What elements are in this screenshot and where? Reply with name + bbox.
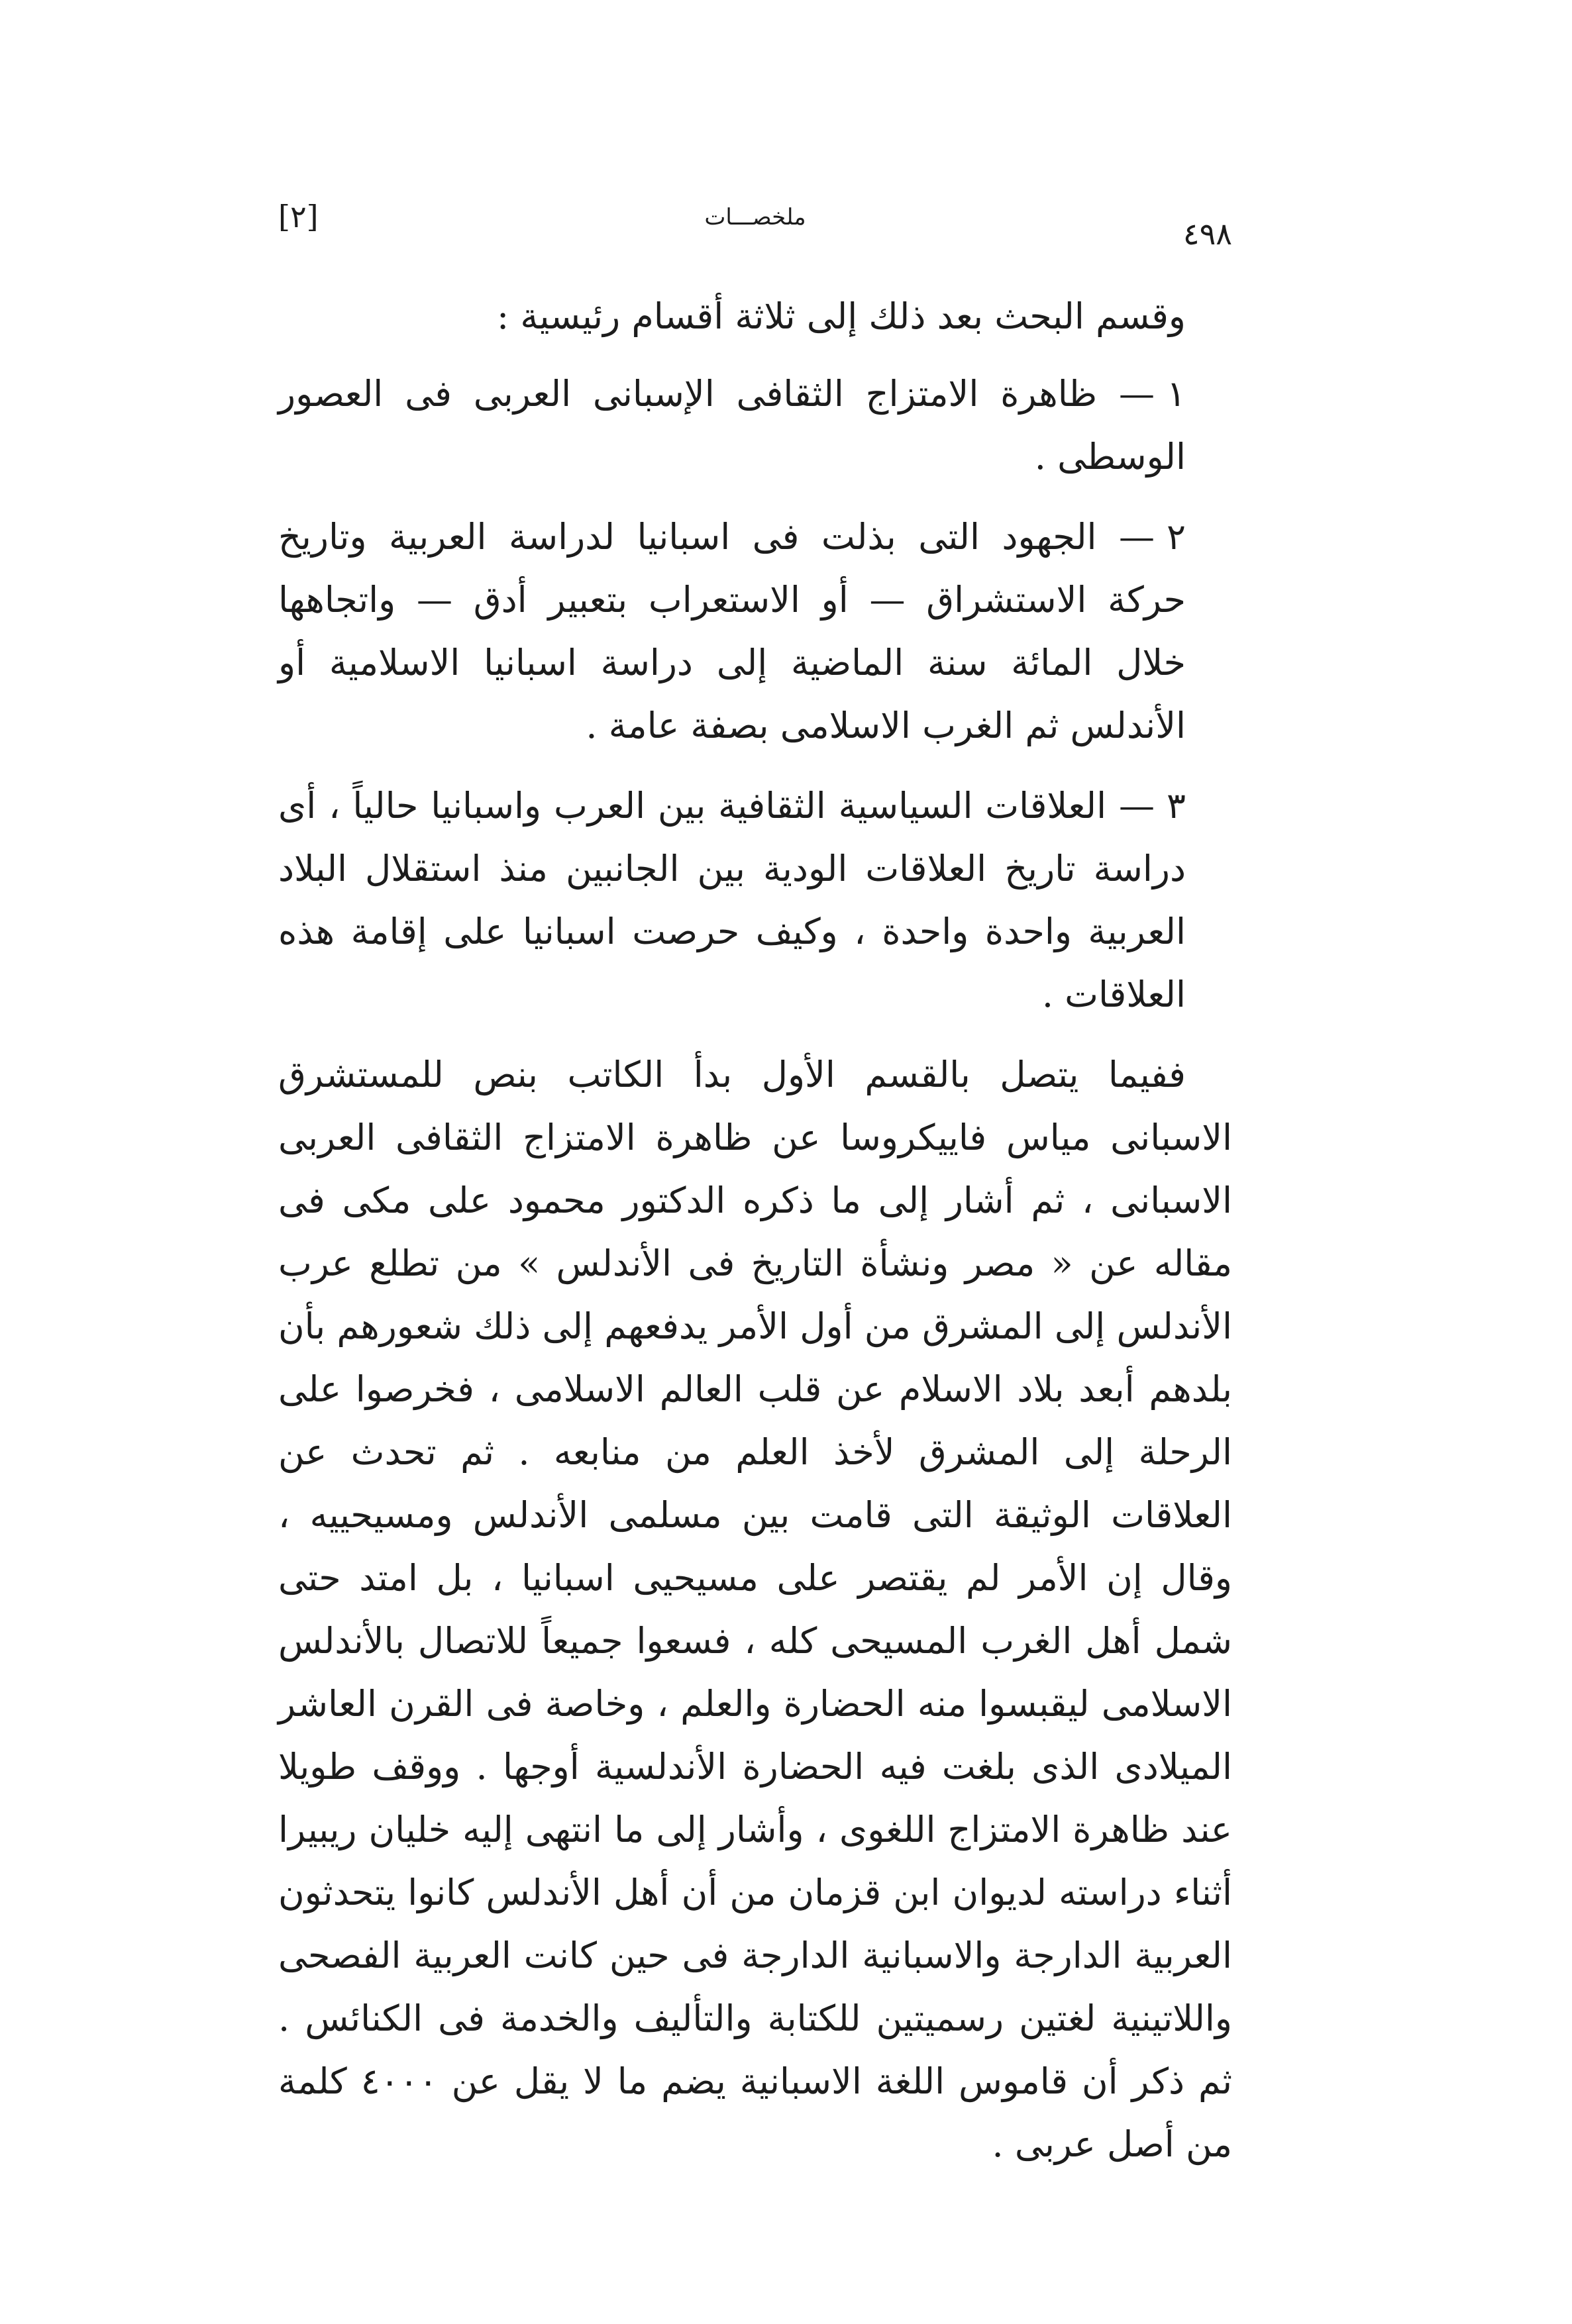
page-number: ٤٩٨: [1182, 216, 1232, 252]
section-marker: [٢]: [278, 199, 319, 234]
list-item-1: [278, 362, 1232, 488]
page-body: [278, 285, 1232, 2176]
list-item-3: [278, 774, 1232, 1026]
page-header: [278, 199, 1232, 258]
list-text: — الجهود التى بذلت فى اسبانيا لدراسة العربية وتاريخ حركة الاستشراق — أو الاستعراب بتعبير أدق — واتجاهها خلال المائة سنة الماضية إلى دراسة اسبانيا الاسلامية أو الأندلس ثم الغرب الاسلامى بصفة عامة .: [278, 516, 1186, 746]
list-number: ١: [1166, 373, 1186, 415]
running-title: ملخصـــات: [704, 204, 806, 230]
list-text: — العلاقات السياسية الثقافية بين العرب واسبانيا حالياً ، أى دراسة تاريخ العلاقات الودية بين الجانبين منذ استقلال البلاد العربية واحدة واحدة ، وكيف حرصت اسبانيا على إقامة هذه العلاقات .: [278, 785, 1186, 1015]
main-paragraph: ففيما يتصل بالقسم الأول بدأ الكاتب بنص للمستشرق الاسبانى مياس فاييكروسا عن ظاهرة الامتزاج الثقافى العربى الاسبانى ، ثم أشار إلى ما ذكره الدكتور محمود على مكى فى مقاله عن « مصر ونشأة التاريخ فى الأندلس » من تطلع عرب الأندلس إلى المشرق من أول الأمر يدفعهم إلى ذلك شعورهم بأن بلدهم أبعد بلاد الاسلام عن قلب العالم الاسلامى ، فخرصوا على الرحلة إلى المشرق لأخذ العلم من منابعه . ثم تحدث عن العلاقات الوثيقة التى قامت بين مسلمى الأندلس ومسيحييه ، وقال إن الأمر لم يقتصر على مسيحيى اسبانيا ، بل امتد حتى شمل أهل الغرب المسيحى كله ، فسعوا جميعاً للاتصال بالأندلس الاسلامى ليقبسوا منه الحضارة والعلم ، وخاصة فى القرن العاشر الميلادى الذى بلغت فيه الحضارة الأندلسية أوجها . ووقف طويلا عند ظاهرة الامتزاج اللغوى ، وأشار إلى ما انتهى إليه خليان ريبيرا أثناء دراسته لديوان ابن قزمان من أن أهل الأندلس كانوا يتحدثون العربية الدارجة والاسبانية الدارجة فى حين كانت العربية الفصحى واللاتينية لغتين رسميتين للكتابة والتأليف والخدمة فى الكنائس . ثم ذكر أن قاموس اللغة الاسبانية يضم ما لا يقل عن ٤٠٠٠ كلمة من أصل عربى .: [278, 1054, 1232, 2165]
intro-line: وقسم البحث بعد ذلك إلى ثلاثة أقسام رئيسية :: [497, 295, 1186, 337]
list-number: ٢: [1166, 516, 1186, 558]
list-item-2: [278, 505, 1232, 757]
list-number: ٣: [1166, 785, 1186, 827]
list-text: — ظاهرة الامتزاج الثقافى الإسبانى العربى فى العصور الوسطى .: [278, 373, 1186, 478]
